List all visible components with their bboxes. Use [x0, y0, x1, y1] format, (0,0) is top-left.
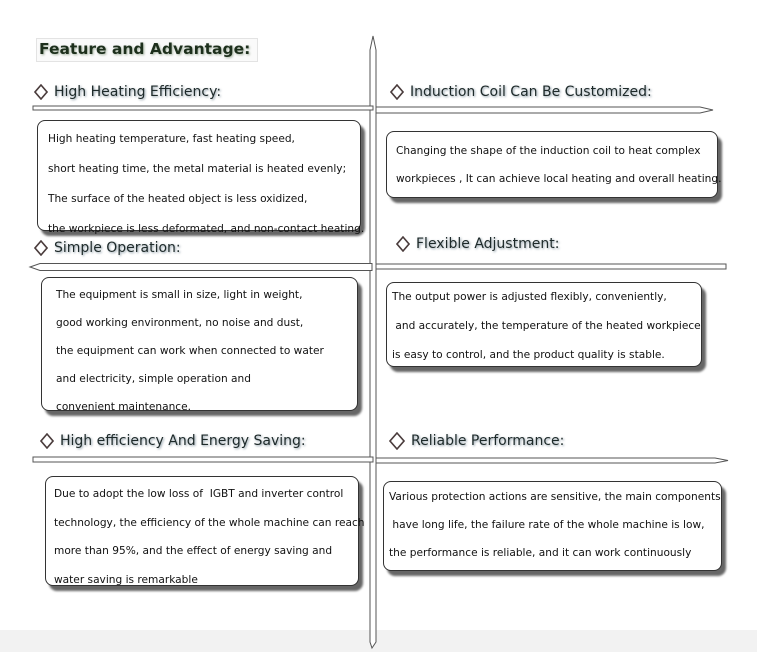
rule-simple-operation	[30, 264, 372, 271]
panel-line: High heating temperature, fast heating speed,	[48, 133, 295, 145]
panel-line: is easy to control, and the product quality is stable.	[392, 349, 665, 361]
heading-text: Flexible Adjustment:	[416, 236, 560, 252]
heading-simple-operation	[34, 240, 181, 256]
panel-high-heating-efficiency	[37, 120, 365, 235]
vertical-divider	[370, 36, 376, 648]
heading-energy-saving	[40, 433, 306, 449]
heading-high-heating-efficiency	[34, 84, 221, 100]
diamond-bullet-icon	[34, 240, 48, 256]
panel-flexible-adjustment	[386, 282, 702, 367]
diamond-bullet-icon	[390, 84, 404, 100]
heading-reliable-performance	[389, 432, 564, 450]
heading-text: Reliable Performance:	[411, 433, 565, 449]
panel-line: short heating time, the metal material is heated evenly;	[48, 163, 347, 175]
panel-line: convenient maintenance.	[56, 401, 191, 413]
panel-line: technology, the efficiency of the whole machine can reach	[54, 516, 365, 529]
panel-reliable-performance	[383, 481, 722, 571]
rule-reliable-performance	[376, 458, 728, 463]
rule-high-heating	[33, 106, 373, 110]
panel-line: The surface of the heated object is less oxidized,	[48, 193, 308, 205]
page-title: Feature and Advantage:	[39, 40, 251, 58]
panel-line: have long life, the failure rate of the whole machine is low,	[389, 519, 705, 531]
panel-induction-coil	[386, 131, 722, 198]
panel-line: good working environment, no noise and dust,	[56, 317, 304, 329]
panel-line: the workpiece is less deformated, and non-contact heating.	[48, 223, 365, 235]
panel-line: and accurately, the temperature of the heated workpiece	[392, 320, 701, 332]
panel-line: Changing the shape of the induction coil to heat complex	[396, 145, 701, 157]
panel-line: The output power is adjusted flexibly, conveniently,	[392, 291, 667, 303]
panel-line: Various protection actions are sensitive, the main components	[389, 491, 721, 503]
panel-line: and electricity, simple operation and	[56, 373, 251, 385]
diamond-bullet-icon	[389, 432, 405, 450]
heading-text: High Heating Efficiency:	[54, 84, 222, 100]
rule-induction-coil	[376, 107, 713, 113]
rule-energy-saving	[33, 457, 373, 462]
panel-line: The equipment is small in size, light in weight,	[56, 289, 303, 301]
heading-text: High efficiency And Energy Saving:	[60, 433, 306, 449]
heading-flexible-adjustment	[396, 236, 559, 252]
rule-flexible-adjustment	[376, 264, 726, 269]
panel-line: more than 95%, and the effect of energy saving and	[54, 545, 333, 557]
panel-line: Due to adopt the low loss of IGBT and inverter control	[54, 488, 344, 500]
panel-line: the performance is reliable, and it can work continuously	[389, 547, 692, 559]
panel-line: workpieces , It can achieve local heating and overall heating.	[396, 173, 722, 185]
heading-induction-coil	[390, 84, 652, 100]
diamond-bullet-icon	[34, 84, 48, 100]
heading-text: Induction Coil Can Be Customized:	[410, 84, 652, 100]
title-box	[36, 38, 258, 62]
diamond-bullet-icon	[40, 433, 54, 449]
panel-line: water saving is remarkable	[54, 573, 198, 586]
panel-line: the equipment can work when connected to water	[56, 345, 324, 357]
panel-simple-operation	[41, 277, 358, 411]
heading-text: Simple Operation:	[54, 240, 181, 256]
diamond-bullet-icon	[396, 236, 410, 252]
panel-energy-saving	[45, 476, 365, 586]
